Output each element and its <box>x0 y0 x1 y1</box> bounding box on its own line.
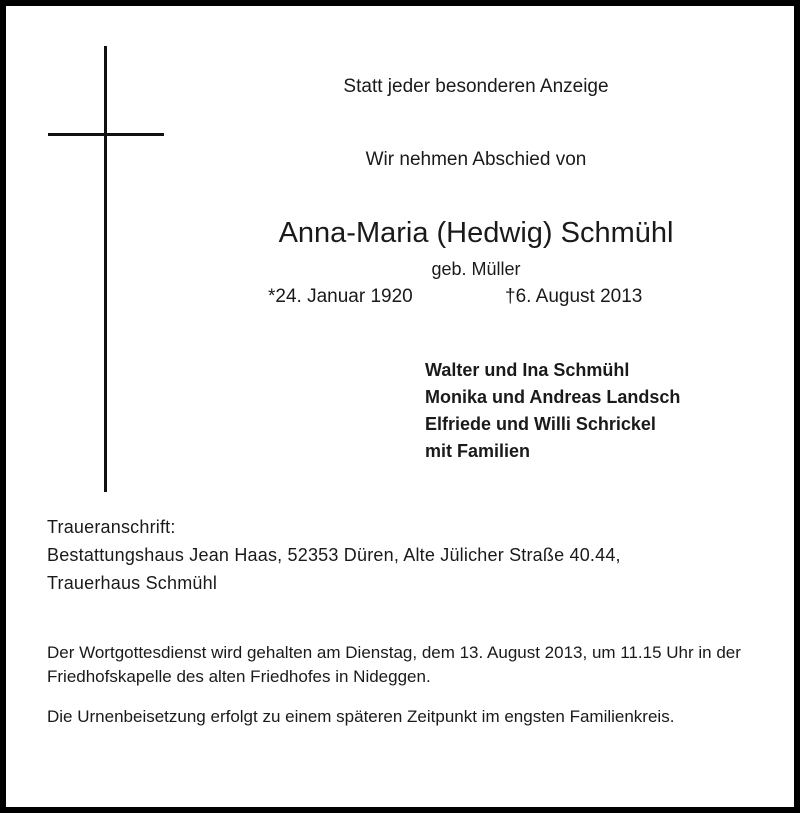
cross-vertical-bar <box>104 46 107 492</box>
survivors-list <box>425 357 680 465</box>
deceased-name: Anna-Maria (Hedwig) Schmühl <box>278 217 674 249</box>
cross-horizontal-bar <box>48 133 164 136</box>
mourning-address <box>47 513 621 597</box>
service-notice: Der Wortgottesdienst wird gehalten am Dienstag, dem 13. August 2013, um 11.15 Uhr in der Friedhofskapelle des alten Friedhofes in Nideggen. <box>47 643 741 686</box>
obituary-card <box>6 6 794 807</box>
birth-date: *24. Januar 1920 <box>268 286 413 307</box>
address-line: Bestattungshaus Jean Haas, 52353 Düren, Alte Jülicher Straße 40.44, <box>47 545 621 565</box>
intro-line: Statt jeder besonderen Anzeige <box>343 76 609 97</box>
address-label: Traueranschrift: <box>47 517 176 537</box>
survivor-entry: Monika und Andreas Landsch <box>425 387 681 407</box>
survivor-entry: Walter und Ina Schmühl <box>425 360 630 380</box>
birth-name: geb. Müller <box>431 259 521 279</box>
survivor-entry: Elfriede und Willi Schrickel <box>425 414 656 434</box>
survivor-entry: mit Familien <box>425 441 531 461</box>
farewell-line: Wir nehmen Abschied von <box>365 149 587 170</box>
address-line: Trauerhaus Schmühl <box>47 573 218 593</box>
urn-notice: Die Urnenbeisetzung erfolgt zu einem späteren Zeitpunkt im engsten Familienkreis. <box>47 707 675 726</box>
death-date: †6. August 2013 <box>505 286 643 307</box>
